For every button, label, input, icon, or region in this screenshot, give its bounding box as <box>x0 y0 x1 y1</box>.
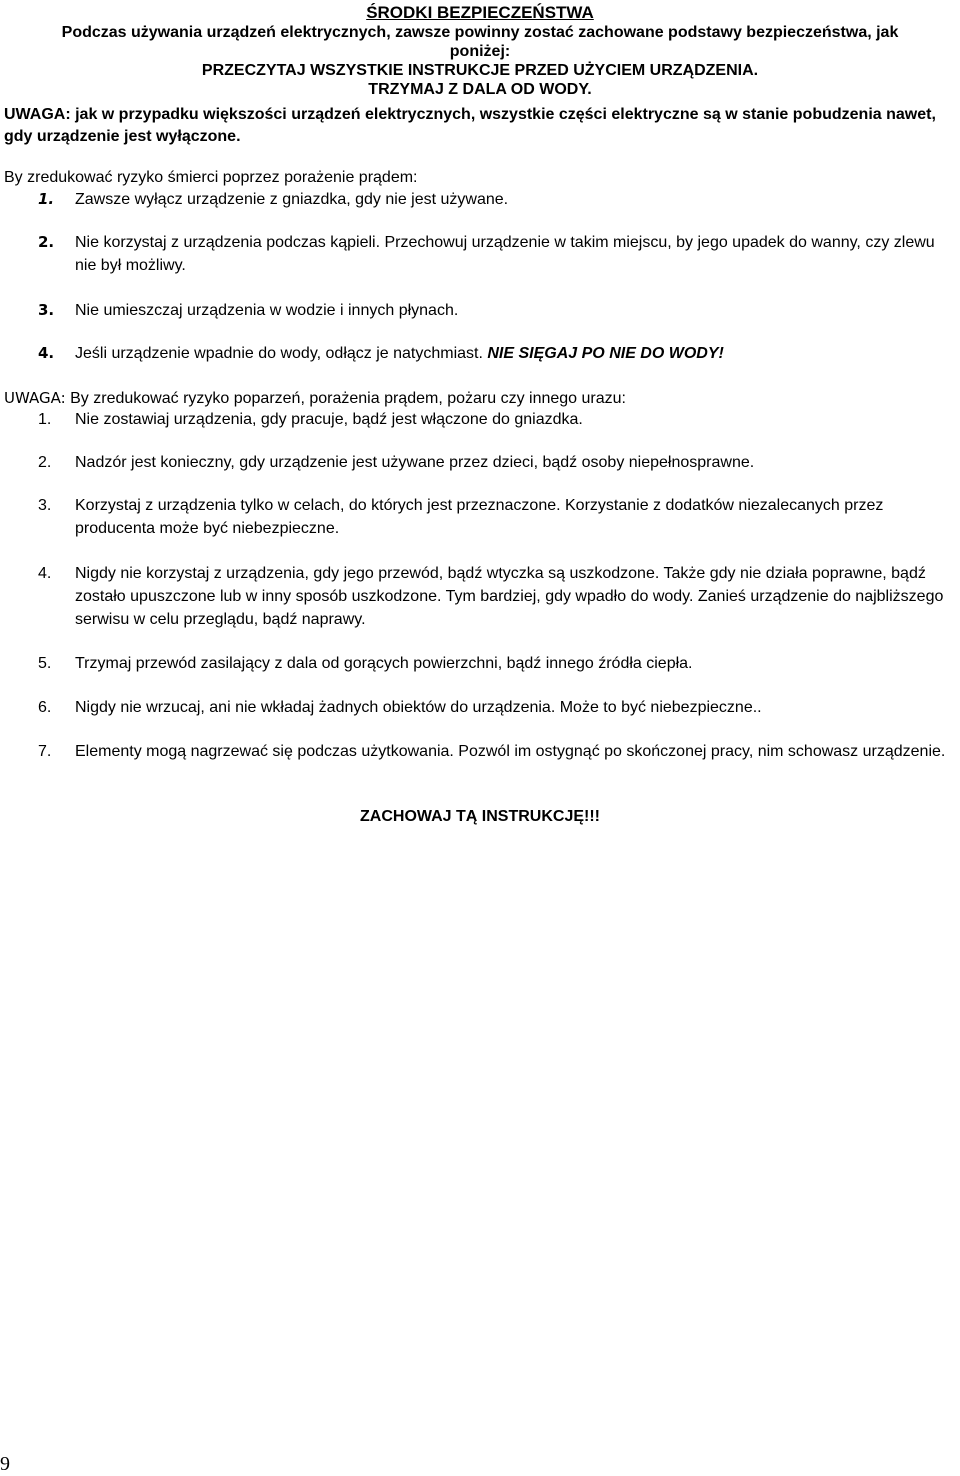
item-text: Zawsze wyłącz urządzenie z gniazdka, gdy nie jest używane. <box>75 191 509 208</box>
electrical-warning: UWAGA: jak w przypadku większości urządzeń elektrycznych, wszystkie części elektryczne są w stanie pobudzenia nawet, gdy urządzenie jest wyłączone. <box>4 106 936 145</box>
section2-item-6 <box>0 696 960 719</box>
intro-line-4: TRZYMAJ Z DALA OD WODY. <box>368 81 592 98</box>
intro-line-3: PRZECZYTAJ WSZYSTKIE INSTRUKCJE PRZED UŻYCIEM URZĄDZENIA. <box>201 62 759 79</box>
water-emphasis: NIE SIĘGAJ PO NIE DO WODY! <box>487 345 724 362</box>
item-text: Nie umieszczaj urządzenia w wodzie i innych płynach. <box>75 302 459 319</box>
item-text: Nigdy nie korzystaj z urządzenia, gdy jego przewód, bądź wtyczka są uszkodzone. Także gdy nie działa poprawne, bądź zostało upuszczone lub w inny sposób uszkodzone. Tym bardziej, gdy wpadło do wody. Zanieś urządzenie do najbliższego serwisu w celu przeglądu, bądź naprawy. <box>75 565 944 628</box>
item-text: Elementy mogą nagrzewać się podczas użytkowania. Pozwól im ostygnąć po skończonej pracy, nim schowasz urządzenie. <box>75 743 946 760</box>
item-text: Nadzór jest konieczny, gdy urządzenie jest używane przez dzieci, bądź osoby niepełnosprawne. <box>75 454 755 471</box>
item-number: 2. <box>38 233 55 251</box>
page-number: 9 <box>0 1453 10 1475</box>
section2-item-5 <box>0 652 960 675</box>
section1-lead: By zredukować ryzyko śmierci poprzez porażenie prądem: <box>4 169 418 186</box>
intro-line-1: Podczas używania urządzeń elektrycznych, zawsze powinny zostać zachowane podstawy bezpieczeństwa, jak <box>61 24 899 41</box>
item-text <box>75 342 960 365</box>
item-number: 2. <box>38 454 52 471</box>
intro-line-2: poniżej: <box>449 43 511 60</box>
section2-item-4 <box>0 562 960 631</box>
item-text: Korzystaj z urządzenia tylko w celach, do których jest przeznaczone. Korzystanie z dodatków niezalecanych przez producenta może być niebezpieczne. <box>75 497 884 537</box>
section1-item-1 <box>0 188 960 211</box>
item-text: Trzymaj przewód zasilający z dala od gorących powierzchni, bądź innego źródła ciepła. <box>75 655 693 672</box>
section1-item-4 <box>0 342 960 365</box>
item-number: 1. <box>38 190 55 208</box>
item-number: 4. <box>38 344 55 362</box>
item-number: 1. <box>38 411 52 428</box>
section2-item-1 <box>0 408 960 431</box>
keep-instructions-note: ZACHOWAJ TĄ INSTRUKCJĘ!!! <box>360 808 600 825</box>
section2-lead-text: By zredukować ryzyko poparzeń, porażenia prądem, pożaru czy innego urazu: <box>70 390 626 407</box>
page-title: ŚRODKI BEZPIECZEŃSTWA <box>366 3 594 22</box>
section1-item-2 <box>0 231 960 277</box>
section2-item-7 <box>0 740 960 763</box>
item-number: 7. <box>38 743 52 760</box>
item-text-main: Jeśli urządzenie wpadnie do wody, odłącz je natychmiast. <box>75 345 483 362</box>
section2-lead-key: UWAGA: <box>4 389 66 407</box>
item-text: Nie zostawiaj urządzenia, gdy pracuje, bądź jest włączone do gniazdka. <box>75 411 583 428</box>
item-number: 3. <box>38 301 55 319</box>
item-number: 5. <box>38 655 52 672</box>
item-number: 4. <box>38 565 52 582</box>
section2-lead <box>4 387 626 410</box>
item-number: 6. <box>38 699 52 716</box>
item-text: Nigdy nie wrzucaj, ani nie wkładaj żadnych obiektów do urządzenia. Może to być niebezpieczne.. <box>75 699 762 716</box>
section2-item-3 <box>0 494 960 540</box>
item-text: Nie korzystaj z urządzenia podczas kąpieli. Przechowuj urządzenie w takim miejscu, by jego upadek do wanny, czy zlewu nie był możliwy. <box>75 234 935 274</box>
section1-item-3 <box>0 299 960 322</box>
intro-block <box>0 23 960 99</box>
item-number: 3. <box>38 497 52 514</box>
section2-item-2 <box>0 451 960 474</box>
